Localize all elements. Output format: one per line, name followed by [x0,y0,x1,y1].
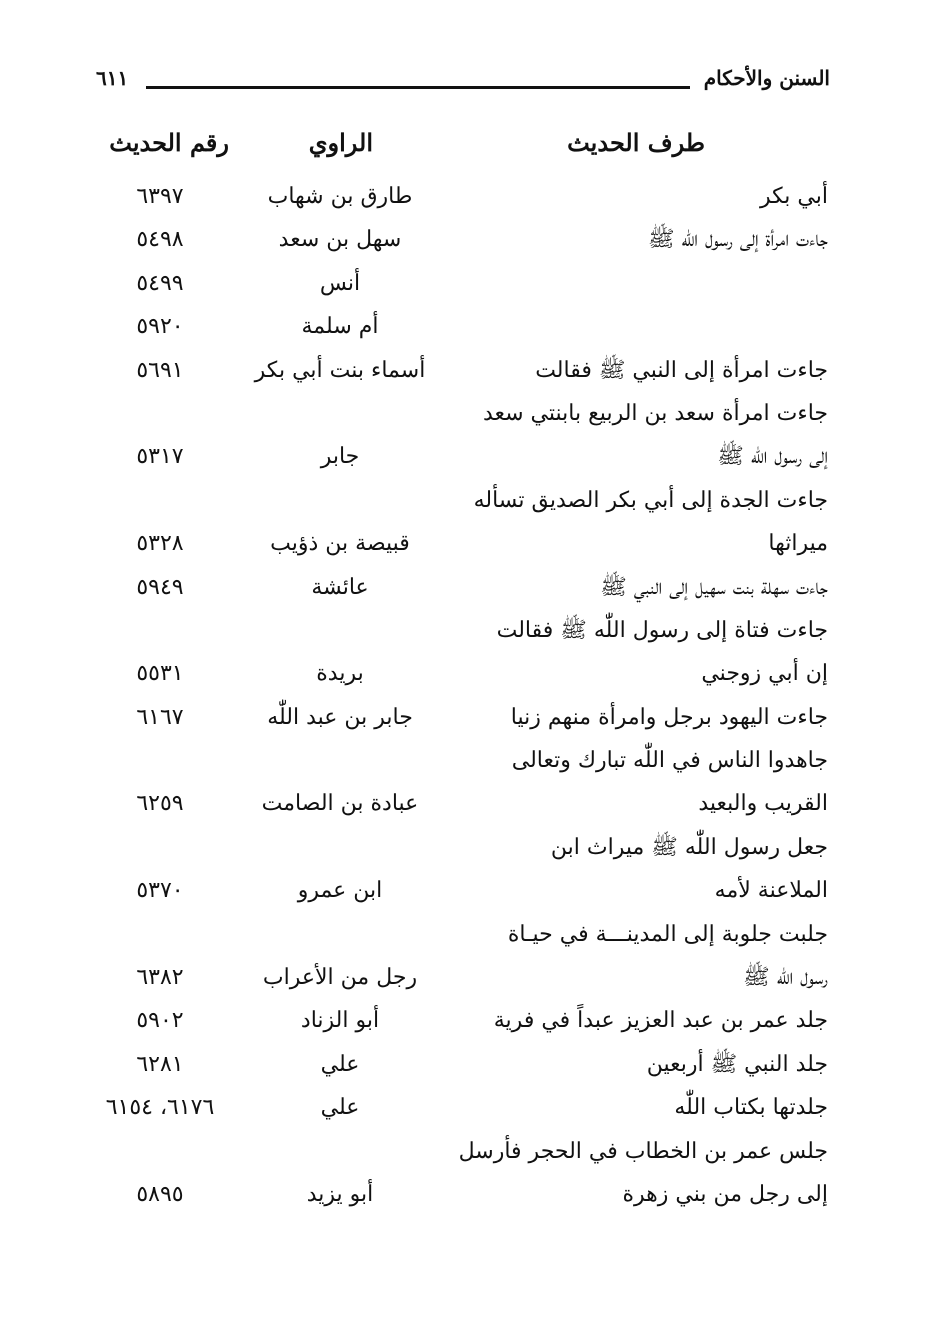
hadith-text: جاءت اليهود برجل وامرأة منهم زنيا [510,704,828,730]
hadith-number: ٦١٧٦، ٦١٥٤ [105,1095,215,1121]
hadith-text: جلبت جلوبة إلى المدينـــة في حيـاة [507,921,828,947]
index-row [0,870,926,913]
hadith-text: إلى رجل من بني زهرة [622,1181,828,1207]
narrator-name: طارق بن شهاب [267,184,413,209]
column-header-hadith: طرف الحديث [567,128,705,157]
index-row [0,1000,926,1043]
hadith-text: رسول اللّٰه ﷺ [743,965,828,991]
page-number: ٦١١ [96,66,129,90]
narrator-name: بريدة [316,661,364,687]
index-row [0,176,926,219]
narrator-name: علي [320,1051,360,1077]
column-header-narrator: الراوي [308,128,373,157]
hadith-number: ٥٤٩٨ [136,227,184,253]
narrator-name: قبيصة بن ذؤيب [270,531,410,557]
hadith-text: جاءت سهلة بنت سهيل إلى النبي ﷺ [600,574,828,600]
column-header-number: رقم الحديث [109,128,229,157]
narrator-name: أبو يزيد [306,1181,374,1207]
index-row [0,1044,926,1087]
book-title: السنن والأحكام [703,66,830,90]
hadith-text: جاءت امرأة إلى رسول اللّٰه ﷺ [647,227,828,253]
narrator-name: أم سلمة [301,314,379,340]
hadith-text: جاءت فتاة إلى رسول اللّٰه ﷺ فقالت [496,617,828,643]
narrator-name: عائشة [311,574,369,600]
hadith-text: الملاعنة لأمه [714,878,828,904]
index-row [0,827,926,870]
hadith-number: ٥٦٩١ [136,357,184,383]
hadith-text: جلس عمر بن الخطاب في الحجر فأرسل [458,1138,828,1164]
hadith-text: إن أبي زوجني [701,661,828,687]
hadith-text: جاءت امرأة سعد بن الربيع بابنتي سعد [482,400,828,426]
index-row [0,1087,926,1130]
narrator-name: جابر بن عبد اللّٰه [267,704,413,730]
index-row [0,740,926,783]
narrator-name: أبو الزناد [300,1008,380,1034]
hadith-text: إلى رسول اللّٰه ﷺ [717,444,828,470]
hadith-number: ٥٣١٧ [136,444,184,470]
narrator-name: رجل من الأعراب [262,965,418,991]
index-row [0,1174,926,1217]
index-row [0,697,926,740]
index-row [0,480,926,523]
hadith-text: جلد النبي ﷺ أربعين [646,1051,828,1077]
hadith-number: ٦٣٨٢ [136,965,184,991]
index-row [0,263,926,306]
index-row [0,610,926,653]
index-row [0,914,926,957]
hadith-text: جاءت الجدة إلى أبي بكر الصديق تسأله [473,487,828,513]
hadith-number: ٥٩٤٩ [136,574,184,600]
index-row [0,306,926,349]
running-header [96,66,830,106]
hadith-number: ٦٢٥٩ [136,791,184,817]
hadith-text: جلدتها بكتاب اللّٰه [674,1095,828,1121]
hadith-number: ٥٩٢٠ [136,314,184,340]
hadith-text: جاهدوا الناس في اللّٰه تبارك وتعالى [511,748,828,774]
hadith-text: ميراثها [768,531,828,557]
index-row [0,783,926,826]
narrator-name: ابن عمرو [297,878,383,904]
index-row [0,219,926,262]
header-rule [146,86,690,89]
hadith-text: جلد عمر بن عبد العزيز عبداً في فرية [493,1008,828,1034]
hadith-number: ٦٢٨١ [136,1051,184,1077]
hadith-number: ٥٥٣١ [136,661,184,687]
hadith-number: ٦١٦٧ [136,704,184,730]
narrator-name: أسماء بنت أبي بكر [254,357,426,383]
index-row [0,567,926,610]
hadith-text: أبي بكر [760,184,828,209]
hadith-number: ٥٤٩٩ [136,270,184,296]
hadith-index-list [0,176,926,1217]
hadith-number: ٥٨٩٥ [136,1181,184,1207]
hadith-number: ٦٣٩٧ [136,184,184,209]
narrator-name: سهل بن سعد [278,227,402,253]
index-row [0,957,926,1000]
index-row [0,436,926,479]
index-row [0,393,926,436]
narrator-name: أنس [319,270,361,296]
narrator-name: جابر [320,444,360,470]
hadith-text: جاءت امرأة إلى النبي ﷺ فقالت [535,357,828,383]
index-row [0,523,926,566]
hadith-text: جعل رسول اللّٰه ﷺ ميراث ابن [550,834,828,860]
hadith-number: ٥٩٠٢ [136,1008,184,1034]
index-row [0,1131,926,1174]
hadith-text: القريب والبعيد [698,791,828,817]
index-row [0,350,926,393]
narrator-name: علي [320,1095,360,1121]
index-row [0,653,926,696]
narrator-name: عبادة بن الصامت [261,791,419,817]
hadith-number: ٥٣٢٨ [136,531,184,557]
hadith-number: ٥٣٧٠ [136,878,184,904]
